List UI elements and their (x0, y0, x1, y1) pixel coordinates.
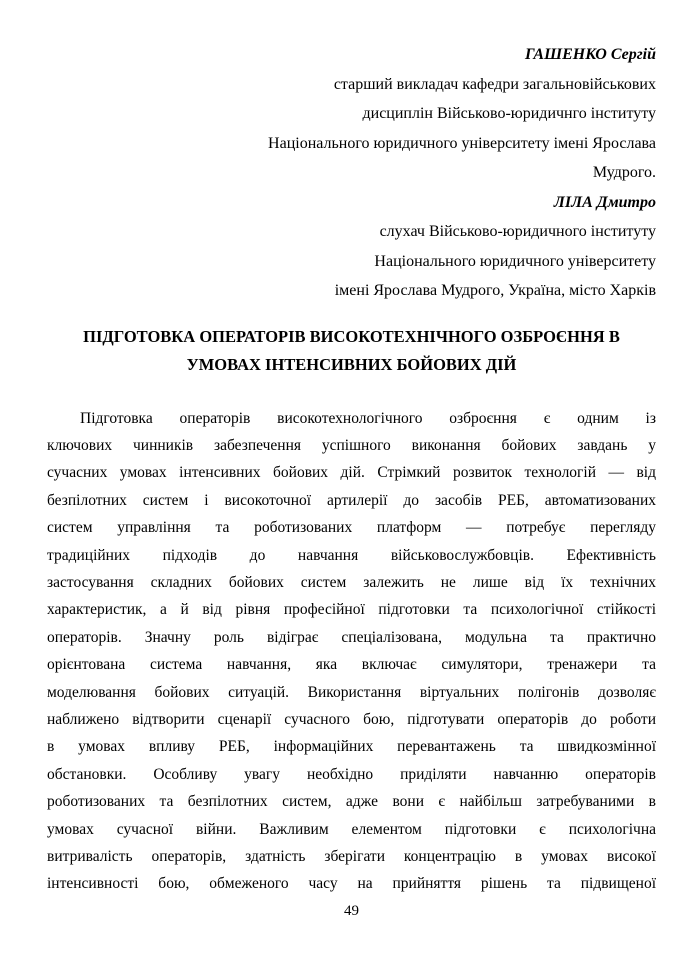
body-line: ключових чинників забезпечення успішного виконання бойових завдань у (47, 436, 656, 454)
body-line: умовах сучасної війни. Важливим елементом підготовки є психологічна (47, 820, 656, 838)
author-1-name: ГАШЕНКО Сергій (524, 46, 656, 63)
body-line: інтенсивності бою, обмеженого часу на прийняття рішень та підвищеної (47, 875, 656, 893)
body-line: в умовах впливу РЕБ, інформаційних перевантажень та швидкозмінної (47, 738, 656, 756)
paper-title-line: УМОВАХ ІНТЕНСИВНИХ БОЙОВИХ ДІЙ (186, 354, 517, 374)
body-line: безпілотних систем і високоточної артилерії до засобів РЕБ, автоматизованих (47, 491, 656, 509)
page-number: 49 (344, 902, 359, 919)
body-line: характеристик, а й від рівня професійної підготовки та психологічної стійкості (47, 601, 656, 619)
author-2-affiliation-line: імені Ярослава Мудрого, Україна, місто Харків (334, 282, 656, 299)
author-block (47, 40, 656, 306)
author-1-affiliation-line: старший викладач кафедри загальновійськових (333, 75, 656, 93)
author-2-affiliation-line: слухач Військово-юридичного інституту (379, 223, 656, 240)
body-line: сучасних умовах інтенсивних бойових дій. Стрімкий розвиток технологій — від (47, 464, 656, 482)
body-line: традиційних підходів до навчання військовослужбовців. Ефективність (47, 546, 656, 564)
paper-title (47, 323, 656, 379)
body-paragraph (47, 405, 656, 898)
body-line: застосування складних бойових систем залежить не лише від їх технічних (47, 573, 656, 591)
body-line: обстановки. Особливу увагу необхідно приділяти навчанню операторів (47, 765, 656, 783)
body-line: операторів. Значну роль відіграє спеціалізована, модульна та практично (47, 628, 656, 646)
author-1-affiliation-line: дисциплін Військово-юридичнго інституту (362, 105, 656, 122)
body-line: Підготовка операторів високотехнологічного озброєння є одним із (80, 409, 656, 427)
author-1-affiliation-line: Мудрого. (592, 164, 656, 181)
author-2-affiliation-line: Національного юридичного університету (374, 252, 656, 270)
paper-title-line: ПІДГОТОВКА ОПЕРАТОРІВ ВИСОКОТЕХНІЧНОГО ОЗБРОЄННЯ В (83, 326, 620, 346)
body-line: орієнтована система навчання, яка включає симулятори, тренажери та (47, 656, 656, 674)
body-line: наближено відтворити сценарії сучасного бою, підготувати операторів до роботи (47, 710, 656, 728)
body-line: моделювання бойових ситуацій. Використання віртуальних полігонів дозволяє (47, 683, 656, 701)
author-1-affiliation-line: Національного юридичного університету імені Ярослава (268, 134, 656, 152)
author-2-name: ЛІЛА Дмитро (553, 193, 656, 211)
body-line: витривалість операторів, здатність зберігати концентрацію в умовах високої (47, 848, 656, 865)
body-line: систем управління та роботизованих платформ — потребує перегляду (47, 519, 656, 537)
body-line: роботизованих та безпілотних систем, адже вони є найбільш затребуваними в (47, 793, 656, 811)
